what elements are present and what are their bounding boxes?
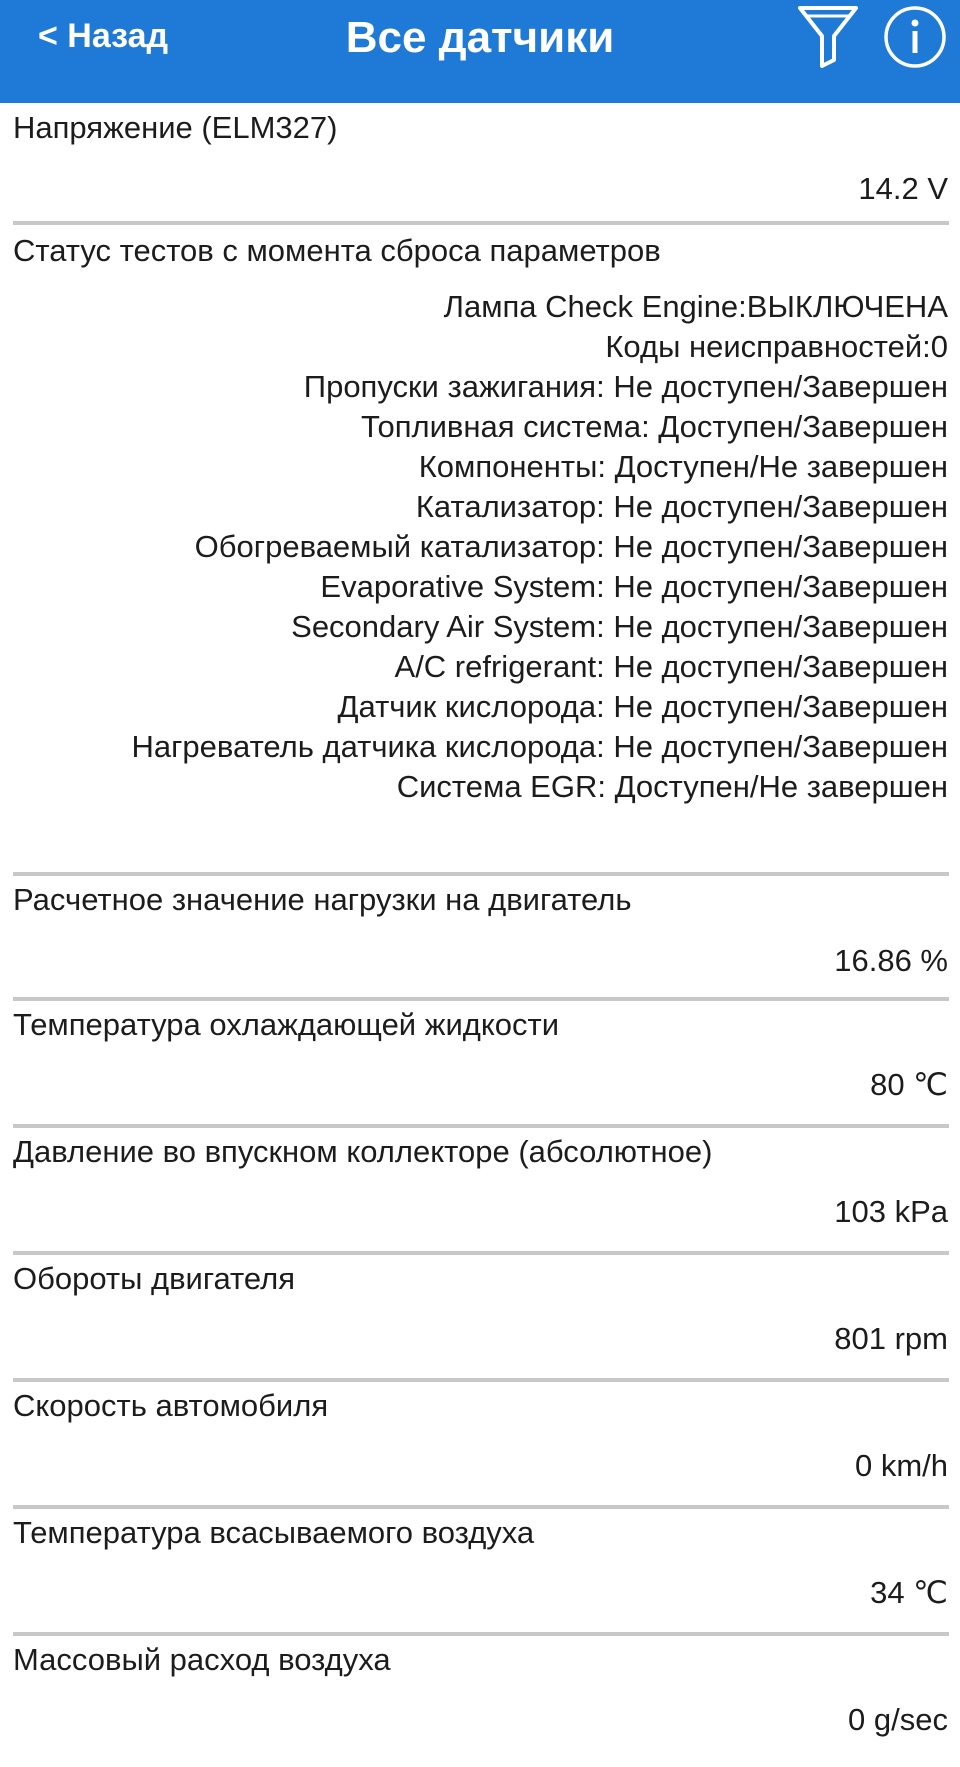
- sensor-item-engine-load[interactable]: [0, 875, 960, 1002]
- status-line: Катализатор: Не доступен/Завершен: [415, 489, 948, 524]
- divider: [13, 221, 949, 225]
- divider: [13, 997, 949, 1001]
- divider: [13, 1124, 949, 1128]
- sensor-label: Массовый расход воздуха: [13, 1642, 391, 1677]
- sensor-label: Температура всасываемого воздуха: [13, 1515, 535, 1550]
- sensor-item-readiness-status[interactable]: [0, 227, 960, 875]
- back-button[interactable]: [38, 12, 168, 60]
- sensor-value: 0 g/sec: [848, 1702, 948, 1737]
- sensor-value: 801 rpm: [834, 1321, 948, 1356]
- sensor-value: 80 ℃: [870, 1067, 948, 1102]
- top-app-bar: [0, 0, 960, 103]
- sensor-label: Обороты двигателя: [13, 1261, 295, 1296]
- sensor-value: 16.86 %: [834, 943, 948, 978]
- sensor-value: 34 ℃: [870, 1575, 948, 1610]
- sensor-label: Давление во впускном коллекторе (абсолютное): [13, 1134, 713, 1169]
- sensor-item-coolant-temp[interactable]: [0, 1002, 960, 1129]
- sensor-item-voltage[interactable]: [0, 103, 960, 227]
- info-button[interactable]: [882, 4, 948, 70]
- status-line: A/C refrigerant: Не доступен/Завершен: [394, 649, 948, 684]
- sensor-item-intake-pressure[interactable]: [0, 1129, 960, 1256]
- sensor-item-vehicle-speed[interactable]: [0, 1383, 960, 1510]
- sensor-label: Скорость автомобиля: [13, 1388, 329, 1423]
- status-line: Secondary Air System: Не доступен/Завершен: [291, 609, 948, 644]
- status-line: Нагреватель датчика кислорода: Не доступен/Завершен: [131, 729, 948, 764]
- divider: [13, 1378, 949, 1382]
- sensor-item-engine-rpm[interactable]: [0, 1256, 960, 1383]
- status-line: Обогреваемый катализатор: Не доступен/Завершен: [194, 529, 948, 564]
- page-title: Все датчики: [345, 13, 615, 62]
- sensor-value: 14.2 V: [858, 171, 948, 206]
- divider: [13, 1632, 949, 1636]
- sensor-value: 0 km/h: [854, 1448, 948, 1483]
- sensor-label: Напряжение (ELM327): [13, 110, 338, 145]
- sensor-list: [0, 103, 960, 1767]
- filter-button[interactable]: [794, 2, 862, 70]
- filter-icon: [794, 2, 862, 70]
- status-line: Evaporative System: Не доступен/Завершен: [320, 569, 948, 604]
- status-line: Топливная система: Доступен/Завершен: [360, 409, 948, 444]
- divider: [13, 1251, 949, 1255]
- status-line: Коды неисправностей:0: [605, 329, 948, 364]
- sensor-item-intake-air-temp[interactable]: [0, 1510, 960, 1637]
- info-icon: [882, 4, 948, 70]
- status-line: Пропуски зажигания: Не доступен/Завершен: [303, 369, 948, 404]
- sensor-label: Статус тестов с момента сброса параметров: [13, 233, 661, 268]
- status-line: Лампа Check Engine:ВЫКЛЮЧЕНА: [443, 289, 948, 324]
- sensor-item-mass-air-flow[interactable]: [0, 1637, 960, 1767]
- status-line: Датчик кислорода: Не доступен/Завершен: [337, 689, 948, 724]
- divider: [13, 1505, 949, 1509]
- status-lines: [131, 287, 948, 807]
- sensor-label: Расчетное значение нагрузки на двигатель: [13, 882, 632, 917]
- sensor-label: Температура охлаждающей жидкости: [13, 1007, 560, 1042]
- status-line: Система EGR: Доступен/Не завершен: [396, 769, 948, 804]
- sensor-value: 103 kPa: [834, 1194, 948, 1229]
- back-label: < Назад: [38, 17, 169, 55]
- status-line: Компоненты: Доступен/Не завершен: [418, 449, 948, 484]
